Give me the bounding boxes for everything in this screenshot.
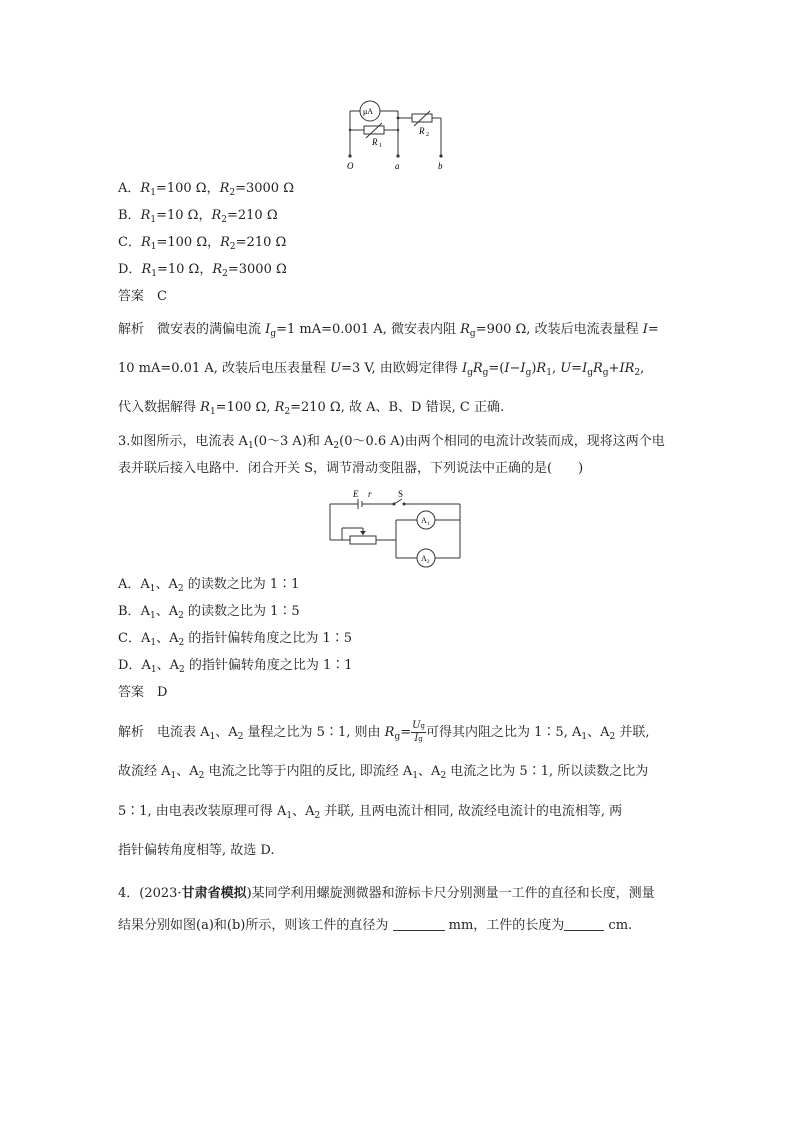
q2-option-d: D．$R_1=10$ Ω，$R_2=3000$ Ω (118, 262, 287, 279)
r2-subscript: 2 (426, 132, 429, 138)
q3-option-c: C．$A_1$、$A_2$ 的指针偏转角度之比为 1∶5 (118, 631, 353, 648)
terminal-a: a (395, 161, 400, 171)
ammeter2-subscript: 2 (427, 560, 430, 565)
q4-stem-line2: 结果分别如图(a)和(b)所示，则该工件的直径为 mm，工件的长度为 cm. (118, 918, 633, 933)
q2-analysis-line2: 10 mA=0.01 A, 改装后电压表量程 U=3 V, 由欧姆定律得 $I_gR_g=(I-I_g)R_1$, $U=I_gR_g+IR_2$, (118, 361, 645, 378)
ammeter1-label: A (421, 516, 427, 525)
fraction-ug-over-ig: $\frac{Ug}{Ig}$ (412, 720, 426, 744)
q2-analysis-line1: 解析 微安表的满偏电流 $I_g=1$ mA=0.001 A, 微安表内阻 $R_g=900$ Ω, 改装后电流表量程 I= (118, 322, 659, 339)
q3-option-a: A．$A_1$、$A_2$ 的读数之比为 1∶1 (118, 577, 300, 594)
q3-answer: 答案 D (118, 685, 168, 700)
circuit-diagram-q3 (322, 488, 467, 572)
r1-subscript: 1 (379, 143, 382, 149)
q2-analysis-line3: 代入数据解得 $R_1=100$ Ω, $R_2=210$ Ω, 故 A、B、D 错误, C 正确. (118, 400, 505, 417)
terminal-b: b (438, 161, 443, 171)
length-blank[interactable] (564, 930, 604, 931)
terminal-o: O (347, 161, 354, 171)
q3-analysis-line1: 解析 电流表 $A_1$、$A_2$ 量程之比为 5∶1, 则由 $R_g=$ $\frac{Ug}{Ig}$ 可得其内阻之比为 1∶5, $A_1$、$A_2$ 并联, (118, 720, 650, 744)
q3-option-d: D．$A_1$、$A_2$ 的指针偏转角度之比为 1∶1 (118, 658, 353, 675)
q4-stem-line1: 4．(2023·甘肃省模拟)某同学利用螺旋测微器和游标卡尺分别测量一工件的直径和长度，测量 (118, 886, 655, 901)
q3-stem-line2: 表并联后接入电路中．闭合开关 S，调节滑动变阻器，下列说法中正确的是( ) (118, 461, 584, 476)
q3-analysis-line2: 故流经 $A_1$、$A_2$ 电流之比等于内阻的反比, 即流经 $A_1$、$A_2$ 电流之比为 5∶1, 所以读数之比为 (118, 764, 649, 781)
emf-label: E (353, 489, 359, 499)
r1-label: R (372, 137, 378, 147)
meter-label: μA (363, 107, 374, 116)
q4-source: 甘肃省模拟 (181, 886, 247, 901)
ammeter1-subscript: 1 (427, 522, 430, 527)
circuit-diagram-q2 (340, 96, 450, 174)
ammeter2-label: A (421, 554, 427, 563)
q2-option-a: A．$R_1=100$ Ω，$R_2=3000$ Ω (118, 181, 294, 198)
q2-option-c: C．$R_1=100$ Ω，$R_2=210$ Ω (118, 235, 287, 252)
internal-r-label: r (368, 489, 372, 499)
q3-analysis-line4: 指针偏转角度相等, 故选 D. (118, 843, 275, 858)
r2-label: R (419, 126, 425, 136)
diameter-blank[interactable] (393, 930, 445, 931)
q3-option-b: B．$A_1$、$A_2$ 的读数之比为 1∶5 (118, 604, 300, 621)
q2-option-b: B．$R_1=10$ Ω，$R_2=210$ Ω (118, 208, 278, 225)
switch-label: S (398, 489, 404, 499)
q3-stem-line1: 3.如图所示，电流表 $A_1(0\sim 3$ A)和 $A_2(0\sim 0.6$ A)由两个相同的电流计改装而成，现将这两个电 (118, 434, 665, 451)
q3-analysis-line3: 5∶1, 由电表改装原理可得 $A_1$、$A_2$ 并联, 且两电流计相同, 故流经电流计的电流相等, 两 (118, 804, 623, 821)
q2-answer: 答案 C (118, 289, 167, 304)
